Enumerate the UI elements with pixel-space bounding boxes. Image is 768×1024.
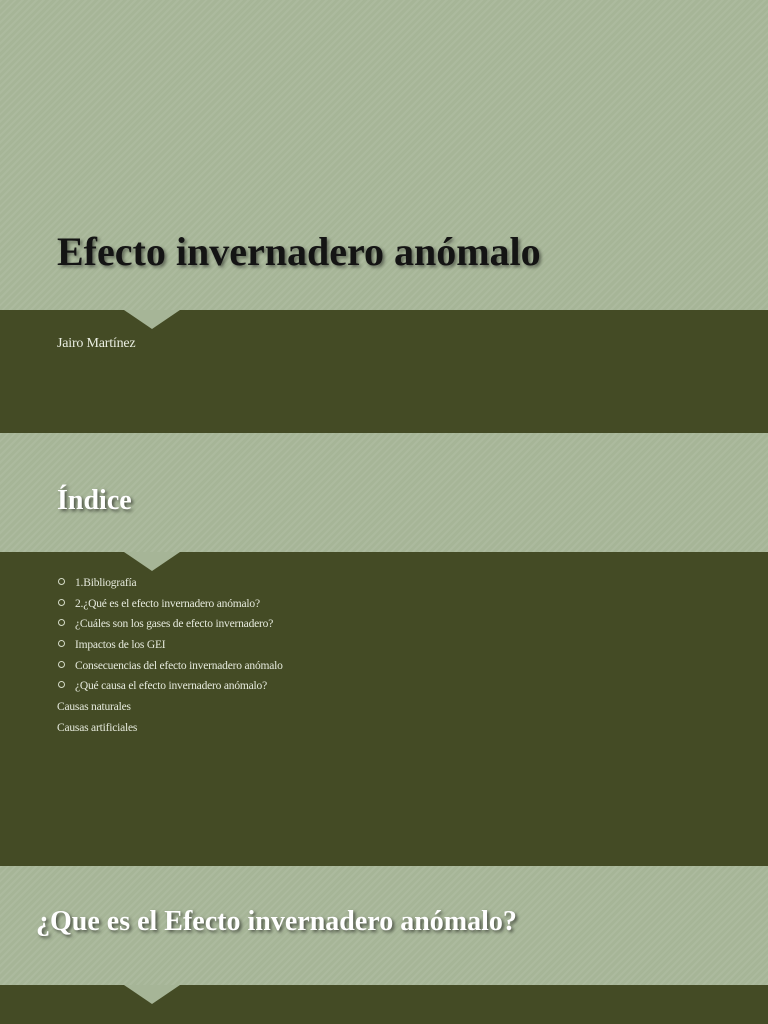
list-item	[57, 574, 283, 595]
slide-title	[0, 0, 768, 433]
subtitle-band	[0, 310, 768, 433]
list-item	[57, 719, 283, 740]
list-item-text: 1.Bibliografía	[75, 577, 137, 589]
circle-bullet-icon	[58, 619, 65, 626]
author-subtitle: Jairo Martínez	[57, 336, 136, 351]
circle-bullet-icon	[58, 599, 65, 606]
list-item	[57, 657, 283, 678]
list-item	[57, 677, 283, 698]
list-item-text: Causas artificiales	[57, 721, 138, 734]
list-item-text: Causas naturales	[57, 701, 131, 714]
list-item-text: ¿Qué causa el efecto invernadero anómalo?	[75, 680, 267, 693]
index-title: Índice	[57, 485, 132, 516]
circle-bullet-icon	[58, 578, 65, 585]
list-item	[57, 595, 283, 616]
content-band	[0, 985, 768, 1024]
band-notch	[124, 310, 180, 329]
list-item	[57, 698, 283, 719]
list-item-text: Impactos de los GEI	[75, 639, 166, 652]
list-item	[57, 615, 283, 636]
index-list	[57, 574, 283, 740]
band-notch	[124, 552, 180, 571]
slide-title-text: Efecto invernadero anómalo	[57, 229, 541, 274]
slide-definition	[0, 866, 768, 1024]
definition-title: ¿Que es el Efecto invernadero anómalo?	[36, 906, 517, 937]
list-item-text: ¿Cuáles son los gases de efecto invernadero?	[75, 618, 274, 631]
circle-bullet-icon	[58, 661, 65, 668]
list-item	[57, 636, 283, 657]
list-item-text: Consecuencias del efecto invernadero anómalo	[75, 659, 283, 672]
band-notch	[124, 985, 180, 1004]
list-item-text: 2.¿Qué es el efecto invernadero anómalo?	[75, 597, 260, 610]
circle-bullet-icon	[58, 640, 65, 647]
circle-bullet-icon	[58, 681, 65, 688]
